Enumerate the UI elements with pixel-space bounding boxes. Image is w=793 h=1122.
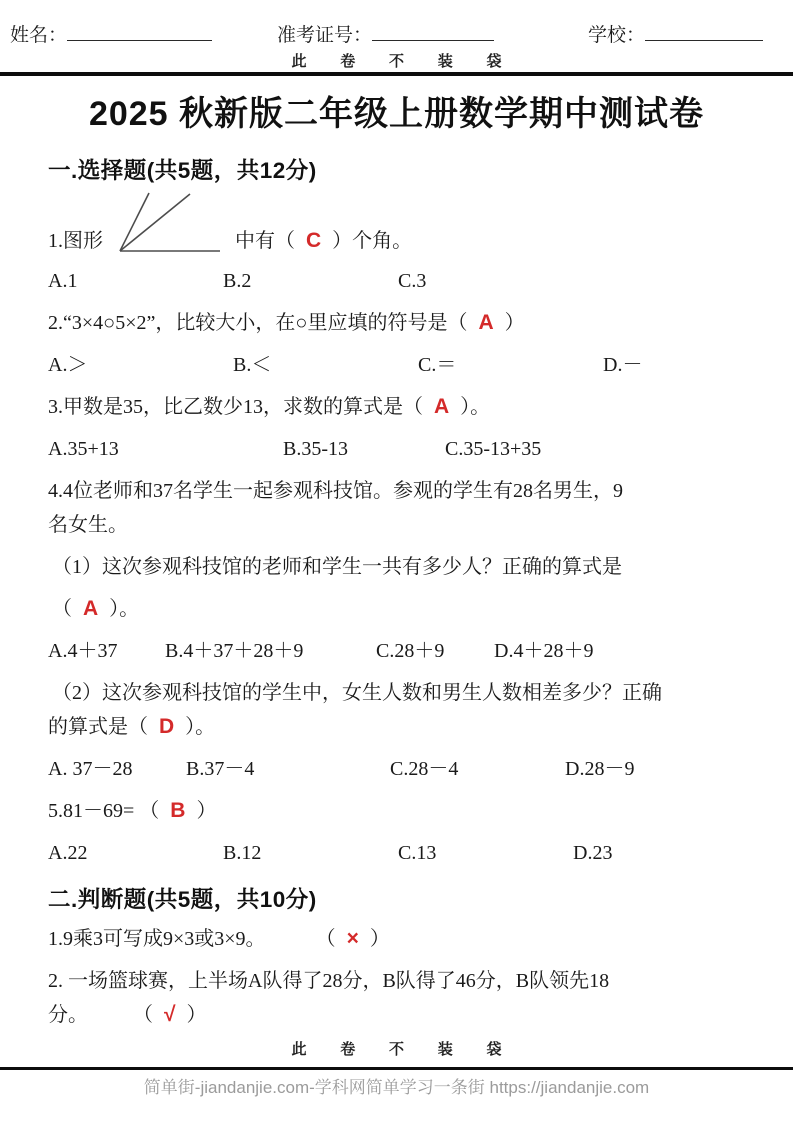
page-title: 2025 秋新版二年级上册数学期中测试卷 [88, 95, 705, 133]
exam-no-label: 准考证号： [277, 25, 373, 46]
paper-body [0, 153, 793, 1032]
bracket-close: ）。 [185, 716, 216, 738]
site-watermark: 简单街-jiandanjie.com-学科网简单学习一条街 https://jiandanjie.com [143, 1078, 650, 1097]
option: D.23 [573, 842, 613, 864]
bracket-open: （ [52, 598, 72, 620]
name-blank-line [67, 26, 212, 41]
bracket-open: （ [143, 1004, 153, 1026]
question-5 [48, 794, 745, 828]
question-2-text: 2.“3×4○5×2”，比较大小，在○里应填的符号是（ [48, 312, 468, 334]
section-2-heading: 二.判断题(共5题，共10分) [48, 887, 317, 912]
option: B.2 [223, 270, 252, 292]
school-label: 学校： [588, 25, 646, 46]
answer-mark: C [306, 229, 322, 252]
bracket-close: ） [196, 800, 217, 822]
exam-no-field [277, 20, 494, 47]
question-4-intro: 4.4位老师和37名学生一起参观科技馆。参观的学生有28名男生，9 [48, 480, 623, 502]
option: C.3 [398, 270, 427, 292]
answer-mark: A [83, 597, 99, 620]
answer-mark: √ [164, 1003, 176, 1026]
answer-mark: × [346, 927, 359, 950]
question-3-options [48, 432, 745, 466]
question-4-part2: （2）这次参观科技馆的学生中，女生人数和男生人数相差多少？正确 [52, 682, 662, 704]
question-4-intro-cont: 名女生。 [48, 514, 128, 536]
option: B.12 [223, 842, 262, 864]
option: A. 37－28 [48, 758, 133, 780]
answer-mark: A [434, 395, 450, 418]
no-bag-notice-bottom: 此 卷 不 装 袋 [291, 1042, 502, 1058]
bracket-close: ） [186, 1004, 207, 1026]
question-5-text: 5.81－69= （ [48, 800, 160, 822]
option: B.＜ [233, 354, 272, 376]
judge-1 [48, 922, 745, 956]
option: B.4＋37＋28＋9 [165, 640, 304, 662]
no-bag-notice-top: 此 卷 不 装 袋 [291, 54, 502, 70]
section-1-heading: 一.选择题(共5题，共12分) [48, 158, 317, 183]
question-1-text [235, 226, 412, 256]
footer-divider [0, 1067, 793, 1070]
judge-2-cont [48, 998, 745, 1032]
header-divider [0, 72, 793, 76]
angle-figure [117, 191, 223, 254]
paper-footer [0, 1038, 793, 1098]
question-4-part2-cont: 的算式是（ [48, 716, 148, 738]
judge-2: 2. 一场篮球赛，上半场A队得了28分，B队得了46分，B队领先18 [48, 970, 610, 992]
option: C.＝ [418, 354, 457, 376]
question-2 [48, 306, 745, 340]
answer-mark: A [478, 311, 494, 334]
option: A.＞ [48, 354, 88, 376]
bracket-open: 中有（ [235, 230, 295, 252]
name-label: 姓名： [10, 25, 68, 46]
exam-no-blank-line [372, 26, 494, 41]
option: D.4＋28＋9 [494, 640, 594, 662]
bracket-close: ） [504, 312, 525, 334]
option: D.－ [603, 354, 643, 376]
option: C.35-13+35 [445, 438, 542, 460]
bracket-open: （ [325, 928, 336, 950]
question-4-part1-options [48, 634, 745, 668]
bracket-close: ）个角。 [332, 230, 413, 252]
judge-2-text: 分。 [48, 1004, 88, 1026]
name-field [10, 20, 212, 47]
option: B.35-13 [283, 438, 348, 460]
option: C.28＋9 [376, 640, 445, 662]
bracket-close: ）。 [109, 598, 140, 620]
option: A.4＋37 [48, 640, 118, 662]
option: C.28－4 [390, 758, 459, 780]
judge-1-text: 1.9乘3可写成9×3或3×9。 [48, 928, 266, 950]
option: C.13 [398, 842, 437, 864]
answer-mark: B [170, 799, 186, 822]
question-1-options [48, 264, 745, 298]
option: A.22 [48, 842, 88, 864]
question-5-options [48, 836, 745, 870]
question-4-part1-answer [48, 592, 745, 626]
question-2-options [48, 348, 745, 382]
paper-header [0, 0, 793, 76]
question-1 [48, 191, 745, 256]
judge-2-answer [143, 1004, 207, 1026]
school-blank-line [645, 26, 763, 41]
option: A.35+13 [48, 438, 119, 460]
answer-mark: D [159, 715, 175, 738]
question-1-lead: 1.图形 [48, 230, 103, 252]
question-3-text: 3.甲数是35，比乙数少13，求数的算式是（ [48, 396, 423, 418]
question-4-part2-answer [48, 710, 745, 744]
judge-1-answer [326, 928, 390, 950]
question-4-part2-options [48, 752, 745, 786]
option: D.28－9 [565, 758, 635, 780]
option: A.1 [48, 270, 78, 292]
option: B.37－4 [186, 758, 255, 780]
question-3 [48, 390, 745, 424]
school-field [588, 20, 763, 47]
question-4-part1: （1）这次参观科技馆的老师和学生一共有多少人？正确的算式是 [52, 556, 622, 578]
bracket-close: ） [369, 928, 390, 950]
bracket-close: ）。 [460, 396, 491, 418]
